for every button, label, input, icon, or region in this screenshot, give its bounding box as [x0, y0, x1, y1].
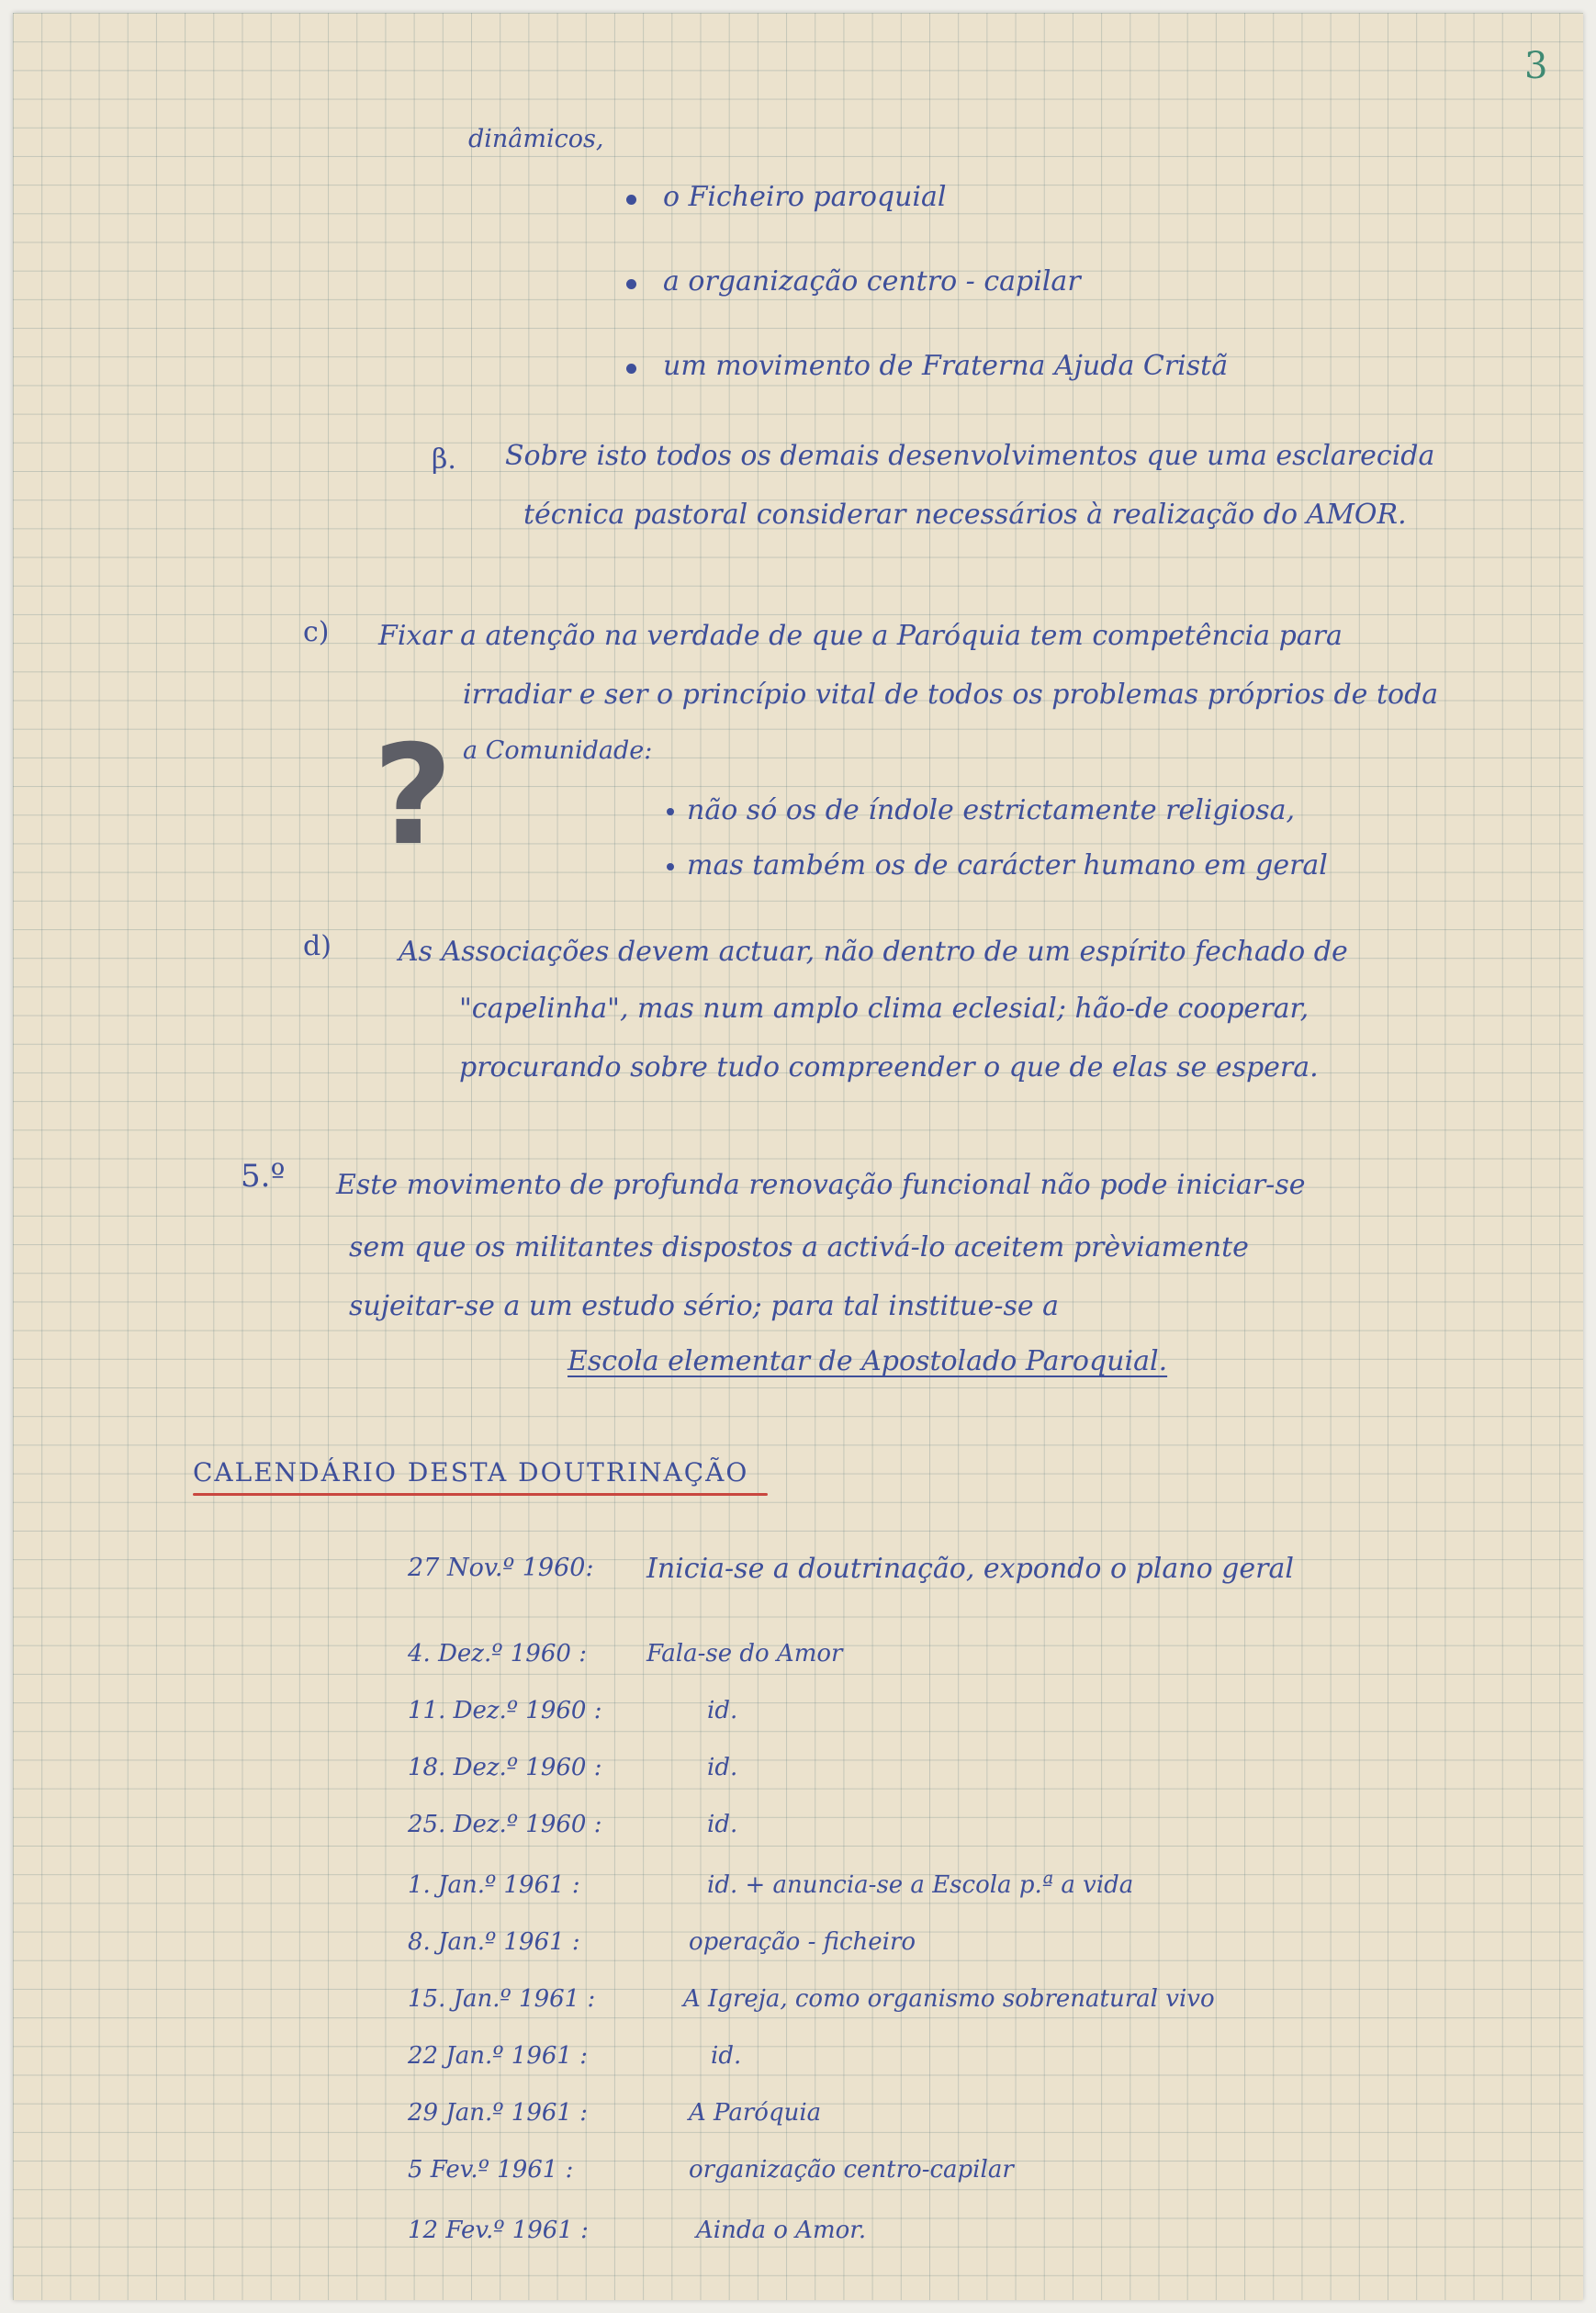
list-item: mas também os de carácter humano em geral [687, 849, 1328, 881]
paragraph-line: procurando sobre tudo compreender o que de elas se espera. [459, 1051, 1319, 1084]
calendar-date: 8. Jan.º 1961 : [408, 1928, 580, 1956]
list-item: não só os de índole estrictamente religiosa, [687, 794, 1296, 826]
list-item: o Ficheiro paroquial [663, 181, 947, 213]
calendar-date: 25. Dez.º 1960 : [408, 1811, 602, 1838]
paragraph-line: a Comunidade: [463, 736, 653, 765]
calendar-date: 15. Jan.º 1961 : [408, 1985, 596, 2013]
paragraph-line: Sobre isto todos os demais desenvolvimentos que uma esclarecida [505, 440, 1435, 472]
list-item: um movimento de Fraterna Ajuda Cristã [663, 350, 1229, 382]
paragraph-line: sujeitar-se a um estudo sério; para tal institue-se a [349, 1290, 1060, 1322]
graph-paper-sheet [13, 13, 1583, 2300]
paragraph-line: Fixar a atenção na verdade de que a Paróquia tem competência para [378, 620, 1343, 652]
calendar-date: 4. Dez.º 1960 : [408, 1640, 587, 1667]
bullet-dot [626, 364, 636, 374]
calendar-date: 22 Jan.º 1961 : [408, 2042, 588, 2070]
heading-underline [193, 1493, 768, 1496]
paragraph-line: irradiar e ser o princípio vital de todos os problemas próprios de toda [463, 679, 1439, 711]
calendar-heading: CALENDÁRIO DESTA DOUTRINAÇÃO [193, 1457, 749, 1488]
calendar-text: id. [707, 1697, 738, 1724]
paragraph-line: "capelinha", mas num amplo clima eclesial; hão-de cooperar, [459, 993, 1309, 1025]
beta-marker: β. [432, 444, 456, 476]
calendar-date: 18. Dez.º 1960 : [408, 1754, 602, 1781]
intro-word: dinâmicos, [468, 125, 604, 153]
item-marker: c) [303, 616, 330, 648]
school-name: Escola elementar de Apostolado Paroquial. [568, 1345, 1168, 1377]
calendar-text: Fala-se do Amor [646, 1640, 843, 1667]
calendar-text: id. [711, 2042, 742, 2070]
bullet-dot [626, 279, 636, 289]
item-marker: 5.º [241, 1158, 286, 1195]
calendar-text: organização centro-capilar [689, 2156, 1014, 2184]
item-marker: d) [303, 930, 332, 962]
list-item: a organização centro - capilar [663, 265, 1081, 298]
calendar-date: 12 Fev.º 1961 : [408, 2217, 589, 2244]
paragraph-line: Este movimento de profunda renovação funcional não pode iniciar-se [336, 1169, 1306, 1201]
calendar-date: 5 Fev.º 1961 : [408, 2156, 574, 2184]
calendar-text: id. [707, 1811, 738, 1838]
calendar-text: Inicia-se a doutrinação, expondo o plano geral [646, 1553, 1294, 1585]
bullet-dot [667, 808, 674, 815]
calendar-date: 1. Jan.º 1961 : [408, 1871, 580, 1899]
calendar-text: A Igreja, como organismo sobrenatural vivo [683, 1985, 1215, 2013]
bullet-dot [626, 195, 636, 205]
calendar-text: Ainda o Amor. [696, 2217, 867, 2244]
calendar-text: A Paróquia [689, 2099, 822, 2127]
paragraph-line: As Associações devem actuar, não dentro de um espírito fechado de [399, 936, 1348, 968]
calendar-date: 29 Jan.º 1961 : [408, 2099, 588, 2127]
calendar-date: 27 Nov.º 1960: [408, 1554, 594, 1582]
paragraph-line: técnica pastoral considerar necessários à realização do AMOR. [523, 499, 1407, 531]
calendar-text: operação - ficheiro [689, 1928, 916, 1956]
calendar-date: 11. Dez.º 1960 : [408, 1697, 602, 1724]
bullet-dot [667, 863, 674, 870]
page-number: 3 [1524, 45, 1548, 87]
calendar-text: id. + anuncia-se a Escola p.ª a vida [707, 1871, 1134, 1899]
calendar-text: id. [707, 1754, 738, 1781]
question-mark-annotation: ? [373, 716, 454, 876]
paragraph-line: sem que os militantes dispostos a activá-lo aceitem prèviamente [349, 1231, 1249, 1263]
